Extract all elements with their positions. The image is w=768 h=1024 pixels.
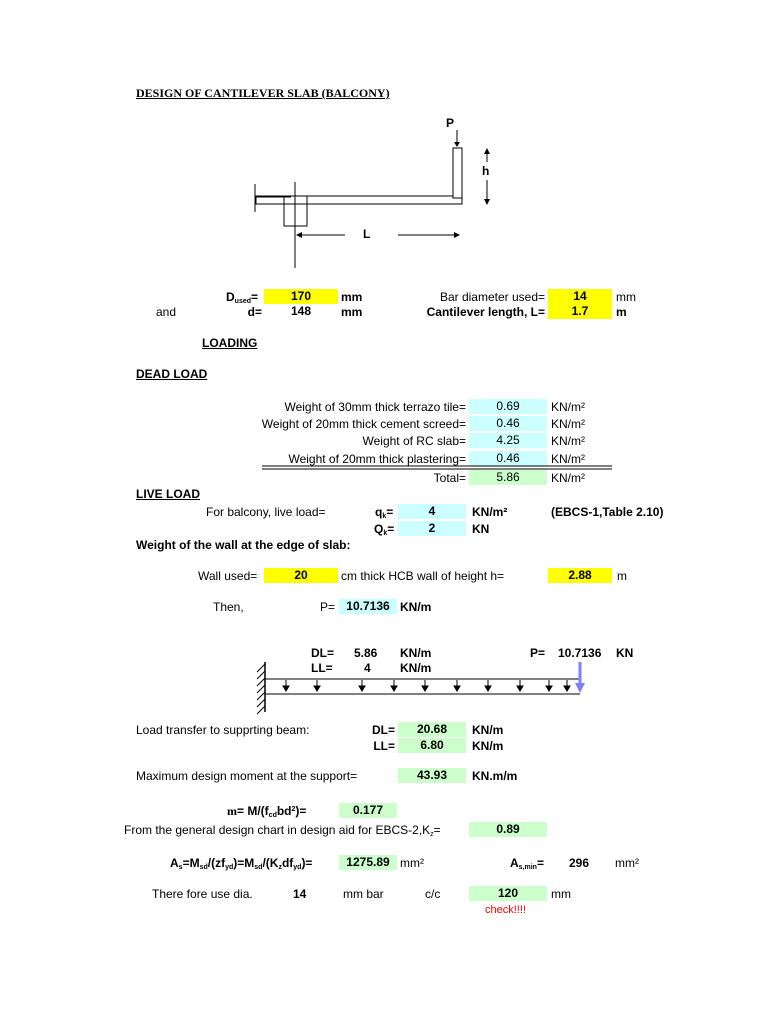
dead-load-row-label: Weight of 30mm thick terrazo tile= bbox=[284, 400, 466, 414]
mm-bar-text: mm bar bbox=[343, 887, 384, 901]
d-unit: mm bbox=[341, 305, 363, 319]
dead-load-row-label: Weight of RC slab= bbox=[362, 434, 466, 448]
design-moment-label: Maximum design moment at the support= bbox=[136, 769, 358, 783]
transfer-ll-value: 6.80 bbox=[398, 738, 466, 753]
transfer-ll-unit: KN/m bbox=[472, 739, 504, 753]
qk-value: 4 bbox=[398, 504, 466, 519]
loading-heading: LOADING bbox=[202, 336, 258, 350]
dead-load-row-value: 0.46 bbox=[469, 416, 547, 431]
total-label: Total= bbox=[433, 471, 466, 485]
height-h-label: h bbox=[482, 164, 490, 178]
kz-value: 0.89 bbox=[469, 822, 547, 837]
design-moment-value: 43.93 bbox=[398, 768, 466, 783]
total-value: 5.86 bbox=[469, 470, 547, 485]
dead-load-row-value: 0.46 bbox=[469, 451, 547, 466]
design-moment-unit: KN.m/m bbox=[472, 769, 518, 783]
dead-load-row-unit: KN/m² bbox=[551, 400, 585, 414]
bar-use-dia: 14 bbox=[293, 887, 307, 901]
cc-text: c/c bbox=[425, 887, 441, 901]
cantilever-length-value[interactable]: 1.7 bbox=[548, 304, 612, 319]
and-text: and bbox=[156, 305, 177, 319]
design-chart-label: From the general design chart in design aid for EBCS-$2,K_z=$ bbox=[124, 823, 441, 838]
transfer-dl-value: 20.68 bbox=[398, 722, 466, 737]
wall-p-value: 10.7136 bbox=[339, 599, 397, 614]
length-l-label: L bbox=[363, 227, 371, 241]
bar-diameter-unit: mm bbox=[616, 290, 636, 304]
dead-load-row-label: Weight of 20mm thick cement screed= bbox=[261, 417, 466, 431]
load-transfer-label: Load transfer to supprting beam: bbox=[136, 723, 310, 737]
bar-use-label: There fore use dia. bbox=[152, 887, 253, 901]
Qk-value: 2 bbox=[398, 521, 466, 536]
d-used-value[interactable]: 170 bbox=[264, 289, 338, 304]
wall-thickness-value[interactable]: 20 bbox=[264, 568, 338, 583]
dead-load-heading: DEAD LOAD bbox=[136, 367, 208, 381]
beam-ll-value: 4 bbox=[364, 661, 371, 675]
wall-used-label: Wall used= bbox=[198, 569, 258, 583]
mu-formula: $m= M/(f_{cd}bd^2)=$ bbox=[227, 804, 307, 819]
bar-diameter-value[interactable]: 14 bbox=[548, 289, 612, 304]
check-warning: check!!!! bbox=[485, 904, 526, 916]
d-used-unit: mm bbox=[341, 290, 363, 304]
ebcs-reference: (EBCS-1,Table 2.10) bbox=[551, 505, 664, 519]
wall-p-unit: KN/m bbox=[400, 600, 432, 614]
beam-dl-unit: KN/m bbox=[400, 646, 432, 660]
as-formula: $A_s=M_{sd}/(zf_{yd})=M_{sd}/(K_zdf_{yd})=$ bbox=[170, 856, 313, 871]
beam-dl-label: DL= bbox=[311, 646, 335, 660]
wall-height-unit: m bbox=[617, 569, 627, 583]
qk-unit: KN/m² bbox=[472, 505, 508, 519]
wall-heading: Weight of the wall at the edge of slab: bbox=[136, 538, 351, 552]
as-unit: mm² bbox=[400, 856, 424, 870]
Qk-label: $Q_k=$ bbox=[374, 522, 395, 537]
beam-ll-unit: KN/m bbox=[400, 661, 432, 675]
dead-load-row-value: 4.25 bbox=[469, 433, 547, 448]
d-value: 148 bbox=[290, 304, 312, 318]
beam-p-unit: KN bbox=[616, 646, 634, 660]
then-text: Then, bbox=[213, 600, 244, 614]
Qk-unit: KN bbox=[472, 522, 490, 536]
load-p-label: P bbox=[446, 116, 455, 130]
beam-p-value: 10.7136 bbox=[558, 646, 602, 660]
as-min-value: 296 bbox=[569, 856, 590, 870]
page-title: DESIGN OF CANTILEVER SLAB (BALCONY) bbox=[136, 86, 390, 100]
wall-height-value[interactable]: 2.88 bbox=[548, 568, 612, 583]
d-used-label: $D_{used}=$ bbox=[226, 290, 259, 305]
qk-label: $q_k=$ bbox=[375, 505, 394, 520]
dead-load-row-unit: KN/m² bbox=[551, 452, 585, 466]
dead-load-row-unit: KN/m² bbox=[551, 434, 585, 448]
as-min-unit: mm² bbox=[615, 856, 639, 870]
as-min-label: $A_{s,min}=$ bbox=[510, 856, 544, 871]
spacing-unit: mm bbox=[551, 887, 571, 901]
dead-load-row-label: Weight of 20mm thick plastering= bbox=[288, 452, 466, 466]
wall-p-label: P= bbox=[320, 600, 336, 614]
mu-value: 0.177 bbox=[339, 803, 397, 818]
live-load-heading: LIVE LOAD bbox=[136, 487, 201, 501]
cantilever-length-label: Cantilever length, L= bbox=[426, 305, 545, 319]
dead-load-row-unit: KN/m² bbox=[551, 417, 585, 431]
d-label: d= bbox=[247, 305, 262, 319]
total-unit: KN/m² bbox=[551, 471, 585, 485]
spacing-value: 120 bbox=[469, 886, 547, 901]
balcony-live-load-label: For balcony, live load= bbox=[206, 505, 326, 519]
beam-ll-label: LL= bbox=[311, 661, 333, 675]
transfer-dl-label: DL= bbox=[371, 723, 395, 737]
transfer-dl-unit: KN/m bbox=[472, 723, 504, 737]
wall-description: cm thick HCB wall of height h= bbox=[341, 569, 505, 583]
transfer-ll-label: LL= bbox=[373, 739, 395, 753]
beam-p-label: P= bbox=[530, 646, 546, 660]
bar-diameter-label: Bar diameter used= bbox=[439, 290, 545, 304]
beam-dl-value: 5.86 bbox=[354, 646, 378, 660]
dead-load-row-value: 0.69 bbox=[469, 399, 547, 414]
cantilever-length-unit: m bbox=[616, 305, 627, 319]
as-value: 1275.89 bbox=[339, 855, 397, 870]
